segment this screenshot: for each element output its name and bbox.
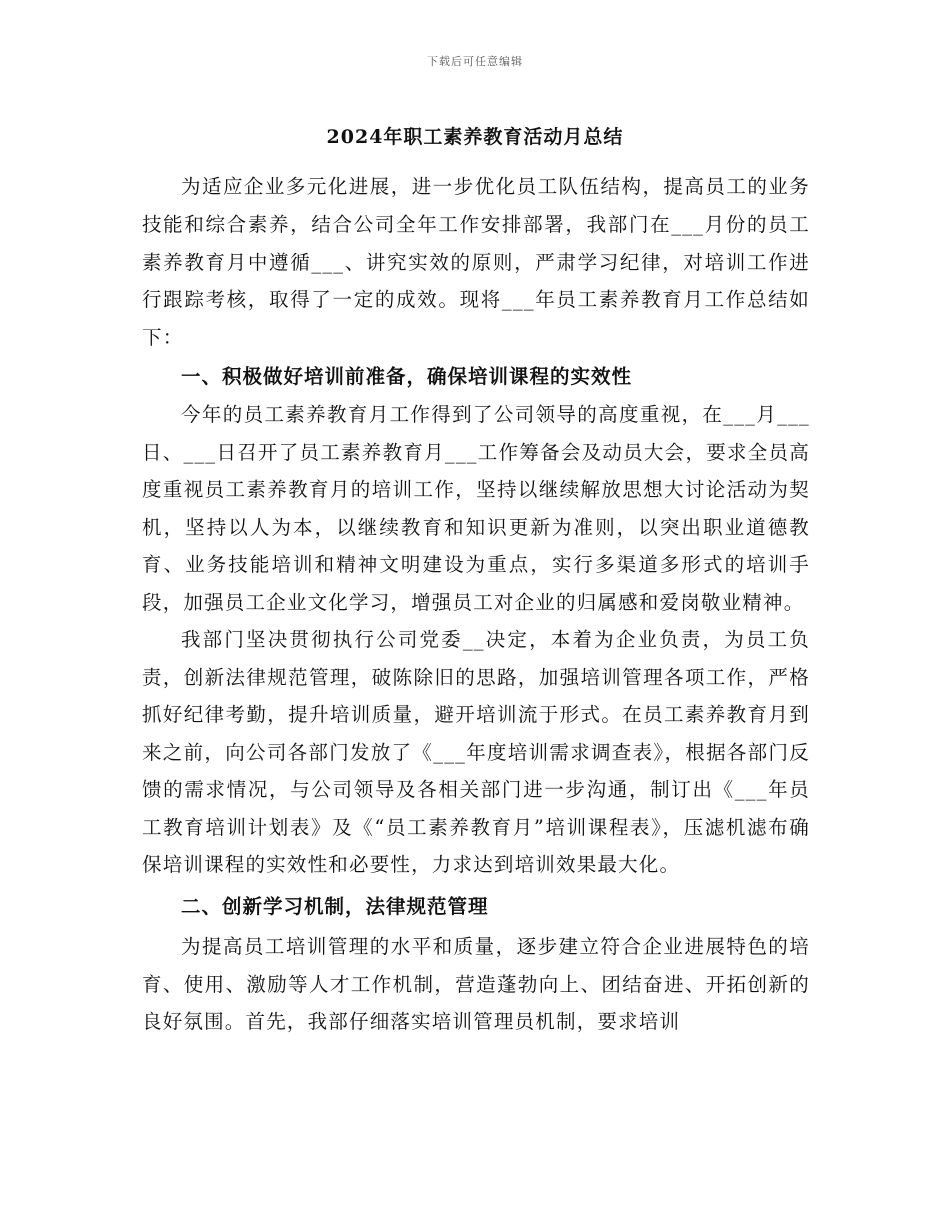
document-body [142, 168, 810, 1041]
section-2-heading: 二、创新学习机制，法律规范管理 [181, 894, 489, 918]
section-1-paragraph-1: 今年的员工素养教育月工作得到了公司领导的高度重视，在___月___日、___日召开了员工素养教育月___工作筹备会及动员大会，要求全员高度重视员工素养教育月的培训工作，坚持以继续解放思想大讨论活动为契机，坚持以人为本，以继续教育和知识更新为准则，以突出职业道德教育、业务技能培训和精神文明建设为重点，实行多渠道多形式的培训手段，加强员工企业文化学习，增强员工对企业的归属感和爱岗敬业精神。 [142, 403, 810, 614]
section-1-heading: 一、积极做好培训前准备，确保培训课程的实效性 [181, 364, 633, 388]
section-1-paragraph-2: 我部门坚决贯彻执行公司党委__决定，本着为企业负责，为员工负责，创新法律规范管理，破陈除旧的思路，加强培训管理各项工作，严格抓好纪律考勤，提升培训质量，避开培训流于形式。在员工素养教育月到来之前，向公司各部门发放了《___年度培训需求调查表》，根据各部门反馈的需求情况，与公司领导及各相关部门进一步沟通，制订出《___年员工教育培训计划表》及《“员工素养教育月”培训课程表》，压滤机滤布确保培训课程的实效性和必要性，力求达到培训效果最大化。 [142, 628, 810, 877]
section-2-paragraph-1: 为提高员工培训管理的水平和质量，逐步建立符合企业进展特色的培育、使用、激励等人才工作机制，营造蓬勃向上、团结奋进、开拓创新的良好氛围。首先，我部仔细落实培训管理员机制，要求培训 [142, 935, 810, 1034]
intro-paragraph: 为适应企业多元化进展，进一步优化员工队伍结构，提高员工的业务技能和综合素养，结合公司全年工作安排部署，我部门在___月份的员工素养教育月中遵循___、讲究实效的原则，严肃学习纪律，对培训工作进行跟踪考核，取得了一定的成效。现将___年员工素养教育月工作总结如下： [142, 175, 810, 350]
document-title: 2024年职工素养教育活动月总结 [326, 126, 624, 148]
header-note: 下载后可任意编辑 [427, 55, 523, 68]
